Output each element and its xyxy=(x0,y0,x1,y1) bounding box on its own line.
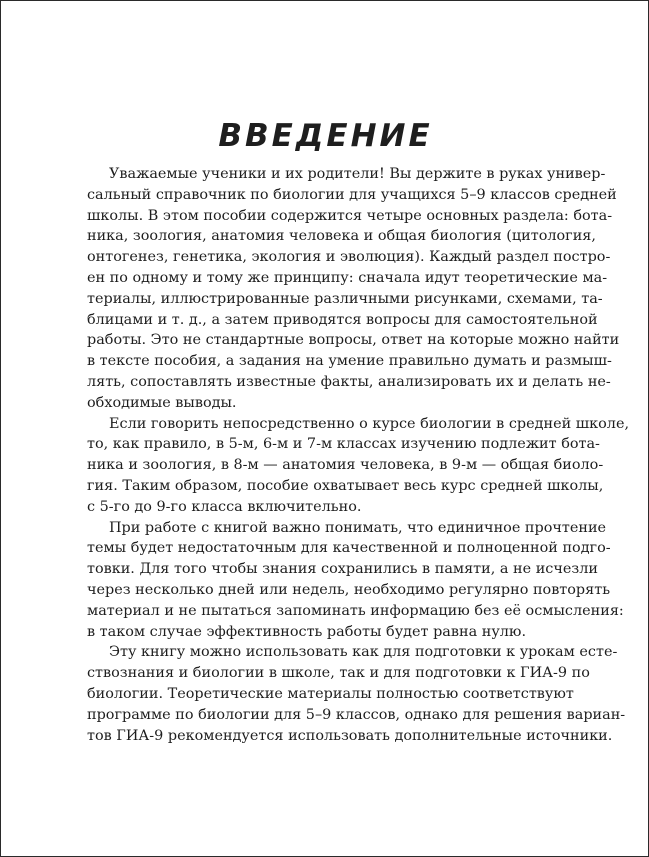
text-line: материал и не пытаться запоминать информацию без её осмысления: xyxy=(87,602,624,619)
paragraph xyxy=(65,164,620,414)
text-line: то, как правило, в 5-м, 6-м и 7-м классах изучению подлежит бота- xyxy=(87,436,600,453)
text-line: ен по одному и тому же принципу: сначала идут теоретические ма- xyxy=(87,269,608,286)
text-line: обходимые выводы. xyxy=(87,394,237,411)
text-line: Эту книгу можно использовать как для подготовки к урокам есте- xyxy=(109,644,618,661)
text-line: биологии. Теоретические материалы полностью соответствуют xyxy=(87,685,574,702)
text-line: ника, зоология, анатомия человека и общая биология (цитология, xyxy=(87,228,596,245)
text-line: через несколько дней или недель, необходимо регулярно повторять xyxy=(87,581,611,598)
text-line: тов ГИА-9 рекомендуется использовать дополнительные источники. xyxy=(87,727,613,744)
text-line: гия. Таким образом, пособие охватывает весь курс средней школы, xyxy=(87,477,604,494)
text-line: Уважаемые ученики и их родители! Вы держите в руках универ- xyxy=(109,166,606,182)
text-line: товки. Для того чтобы знания сохранились в памяти, а не исчезли xyxy=(87,561,598,578)
text-line: школы. В этом пособии содержится четыре основных раздела: бота- xyxy=(87,207,613,224)
text-line: онтогенез, генетика, экология и эволюция). Каждый раздел постро- xyxy=(87,249,611,266)
text-line: сальный справочник по биологии для учащихся 5–9 классов средней xyxy=(87,186,617,203)
text-line: темы будет недостаточным для качественной и полноценной подго- xyxy=(87,540,611,557)
paragraph xyxy=(65,414,630,518)
text-line: с 5-го до 9-го класса включительно. xyxy=(87,498,362,515)
text-line: в таком случае эффективность работы будет равна нулю. xyxy=(87,623,527,640)
text-line: ника и зоология, в 8-м — анатомия человека, в 9-м — общая биоло- xyxy=(87,457,604,474)
text-line: блицами и т. д., а затем приводятся вопросы для самостоятельной xyxy=(87,311,598,328)
text-line: программе по биологии для 5–9 классов, однако для решения вариан- xyxy=(87,706,626,723)
body-text xyxy=(65,164,630,746)
paragraph xyxy=(65,518,624,643)
text-line: Если говорить непосредственно о курсе биологии в средней школе, xyxy=(109,415,630,432)
page-title: ВВЕДЕНИЕ xyxy=(218,117,433,154)
text-line: ствознания и биологии в школе, так и для подготовки к ГИА-9 по xyxy=(87,665,590,682)
paragraph xyxy=(65,642,626,746)
text-line: териалы, иллюстрированные различными рисунками, схемами, та- xyxy=(87,290,603,307)
text-line: При работе с книгой важно понимать, что единичное прочтение xyxy=(109,519,607,536)
text-line: лять, сопоставлять известные факты, анализировать их и делать не- xyxy=(87,373,611,390)
text-line: работы. Это не стандартные вопросы, ответ на которые можно найти xyxy=(87,332,620,349)
text-line: в тексте пособия, а задания на умение правильно думать и размыш- xyxy=(87,353,612,370)
